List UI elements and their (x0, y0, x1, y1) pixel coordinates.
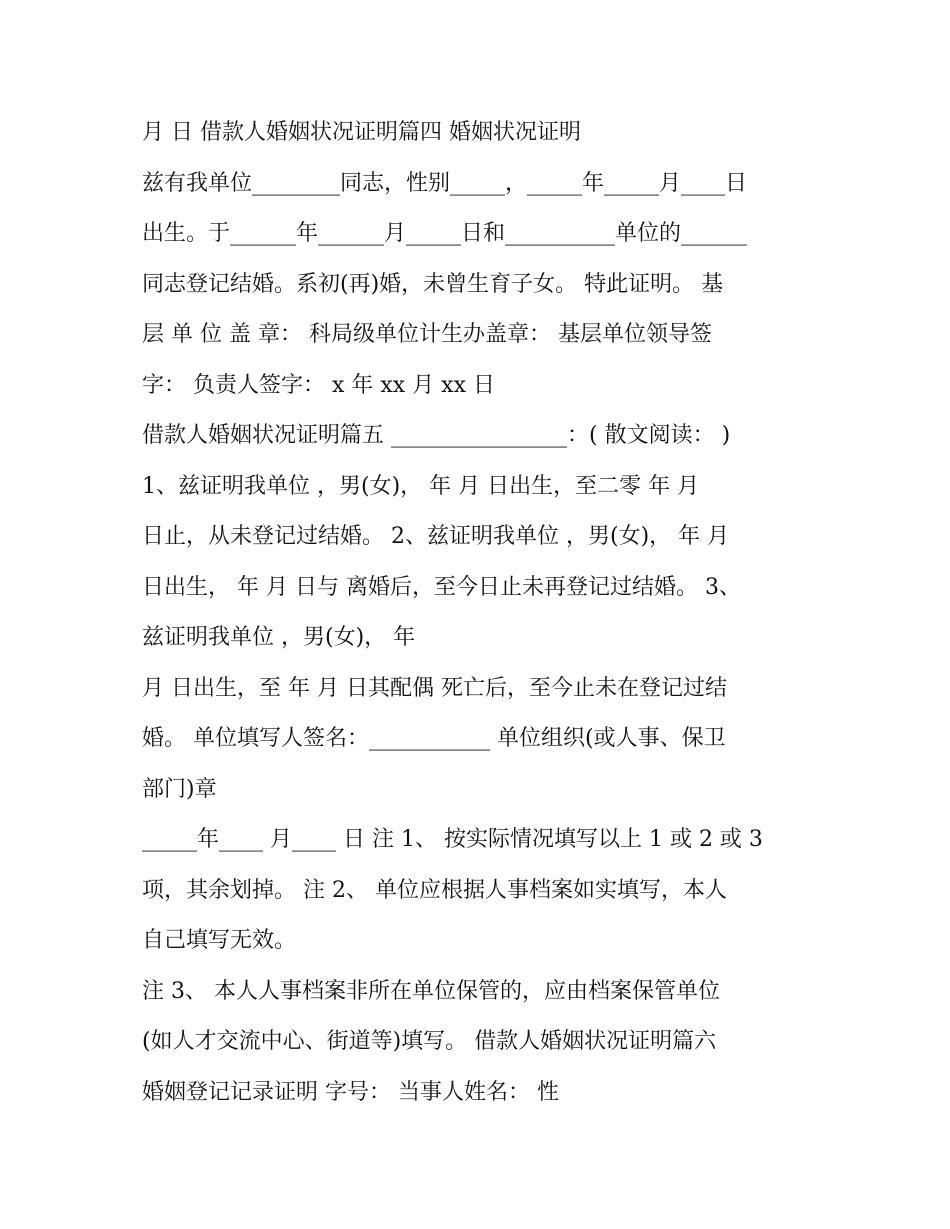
text-line-6: 字： 负责人签字： x 年 xx 月 xx 日 (142, 372, 495, 398)
text-line-17: 自己填写无效。 (142, 928, 297, 953)
text-line-13: 婚。 单位填写人签名：___________ 单位组织(或人事、保卫 (142, 726, 726, 751)
text-line-9: 日止，从未登记过结婚。 2、兹证明我单位 ，男(女)， 年 月 (142, 524, 730, 549)
text-line-19: (如人才交流中心、街道等)填写。 借款人婚姻状况证明篇六 (142, 1029, 717, 1054)
text-line-2: 兹有我单位________同志，性别_____，_____年_____月____日 (142, 170, 748, 196)
text-line-20: 婚姻登记记录证明 字号： 当事人姓名： 性 (142, 1079, 559, 1105)
text-line-4: 同志登记结婚。系初(再)婚，未曾生育子女。 特此证明。 基 (142, 271, 724, 297)
text-line-10: 日出生， 年 月 日与 离婚后，至今日止未再登记过结婚。 3、 (142, 574, 741, 600)
text-line-7: 借款人婚姻状况证明篇五 ________________：( 散文阅读： ) (142, 423, 731, 448)
text-line-1: 月 日 借款人婚姻状况证明篇四 婚姻状况证明 (142, 120, 581, 145)
text-line-3: 出生。于______年______月_____日和__________单位的______ (142, 221, 748, 246)
text-line-11: 兹证明我单位 ，男(女)， 年 (142, 625, 416, 650)
text-line-16: 项，其余划掉。 注 2、 单位应根据人事档案如实填写，本人 (142, 877, 727, 903)
document-body (142, 108, 802, 1118)
text-line-14: 部门)章 (142, 776, 217, 802)
text-line-5: 层 单 位 盖 章： 科局级单位计生办盖章： 基层单位领导签 (142, 322, 712, 347)
text-line-12: 月 日出生，至 年 月 日其配偶 死亡后，至今止未在登记过结 (142, 675, 727, 701)
text-line-18: 注 3、 本人人事档案非所在单位保管的，应由档案保管单位 (142, 978, 720, 1004)
text-line-15: _____年____ 月____ 日 注 1、 按实际情况填写以上 1 或 2 或 3 (142, 827, 763, 852)
text-line-8: 1、兹证明我单位 ，男(女)， 年 月 日出生，至二零 年 月 (142, 473, 700, 499)
